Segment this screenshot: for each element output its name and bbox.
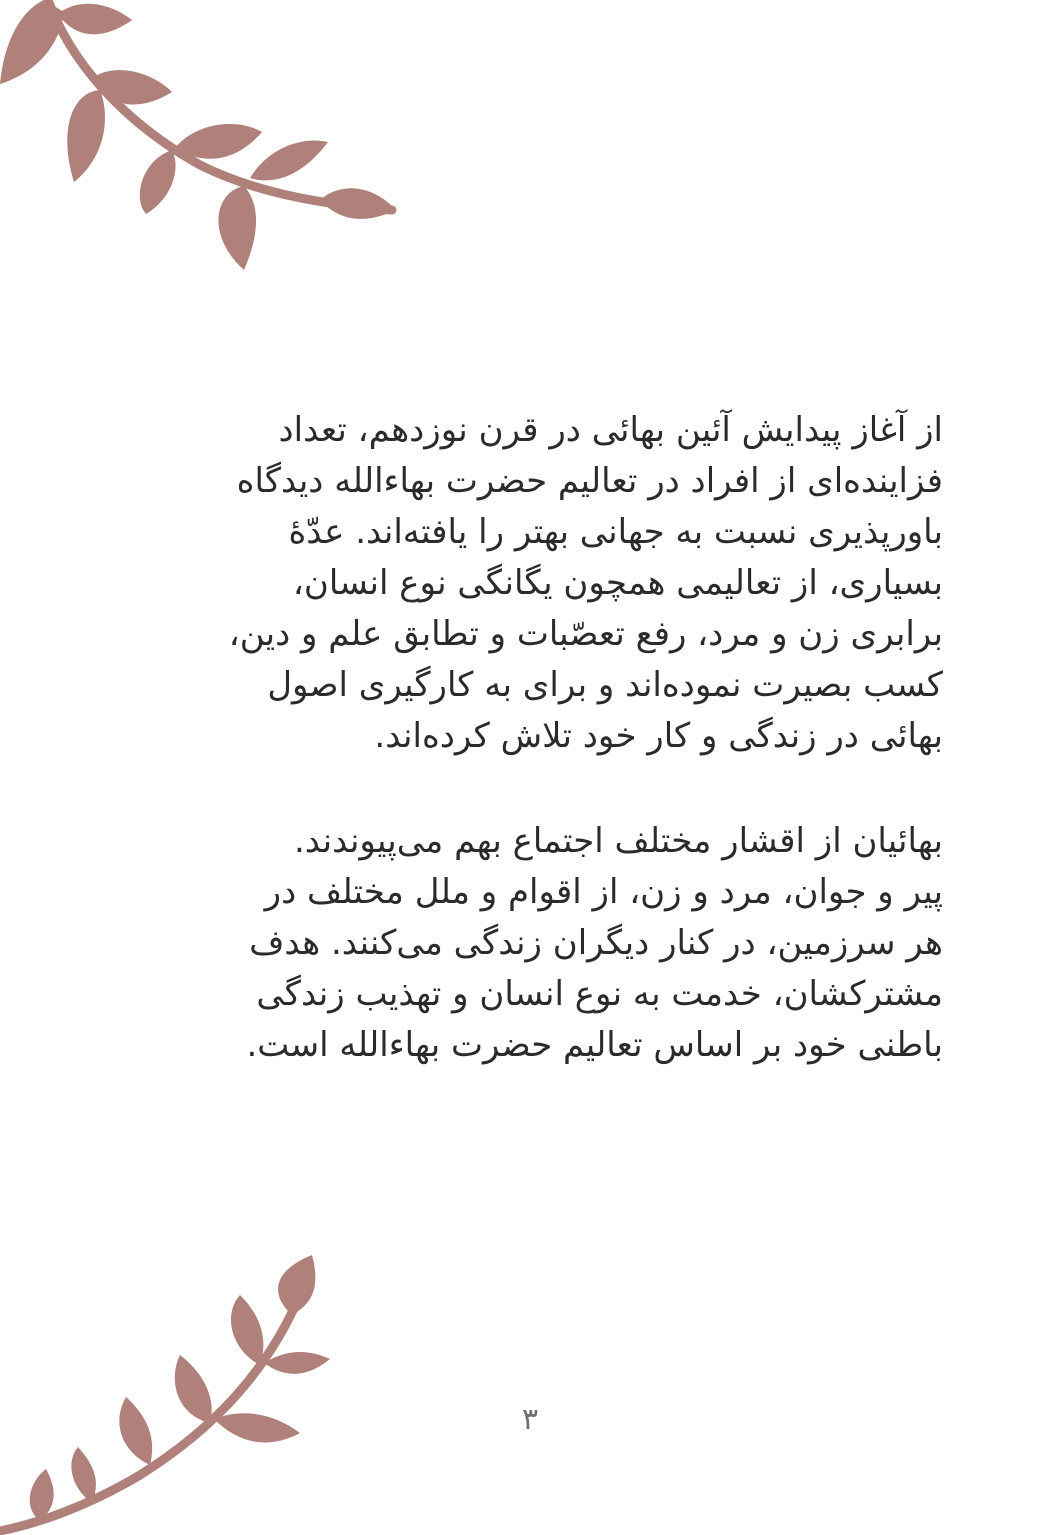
text-line: باطنی خود بر اساس تعالیم حضرت بهاءالله است. (246, 1025, 943, 1065)
text-line: برابری زن و مرد، رفع تعصّبات و تطابق علم و دین، (228, 614, 943, 654)
text-line: بهائیان از اقشار مختلف اجتماع بهم می‌پیوندند. (294, 821, 943, 861)
text-line: هر سرزمین، در کنار دیگران زندگی می‌کنند. هدف (249, 923, 943, 963)
paragraph-2 (213, 816, 943, 1071)
text-line: بهائی در زندگی و کار خود تلاش کرده‌اند. (374, 716, 943, 756)
text-line: از آغاز پیدایش آئین بهائی در قرن نوزدهم، تعداد (278, 410, 943, 450)
text-line: مشترکشان، خدمت به نوع انسان و تهذیب زندگی (256, 974, 943, 1014)
text-line: فزاینده‌ای از افراد در تعالیم حضرت بهاءالله دیدگاه (236, 461, 943, 501)
text-line: کسب بصیرت نموده‌اند و برای به کارگیری اصول (267, 665, 943, 705)
leaf-branch-icon (0, 0, 400, 280)
text-line: پیر و جوان، مرد و زن، از اقوام و ملل مختلف در (264, 872, 943, 912)
paragraph-1 (213, 405, 943, 762)
page-number: ۳ (521, 1402, 539, 1437)
leaf-branch-icon (0, 1255, 340, 1535)
text-line: بسیاری، از تعالیمی همچون یگانگی نوع انسان، (292, 563, 943, 603)
body-text (213, 405, 943, 1071)
text-line: باورپذیری نسبت به جهانی بهتر را یافته‌اند. عدّۀ (288, 512, 943, 552)
